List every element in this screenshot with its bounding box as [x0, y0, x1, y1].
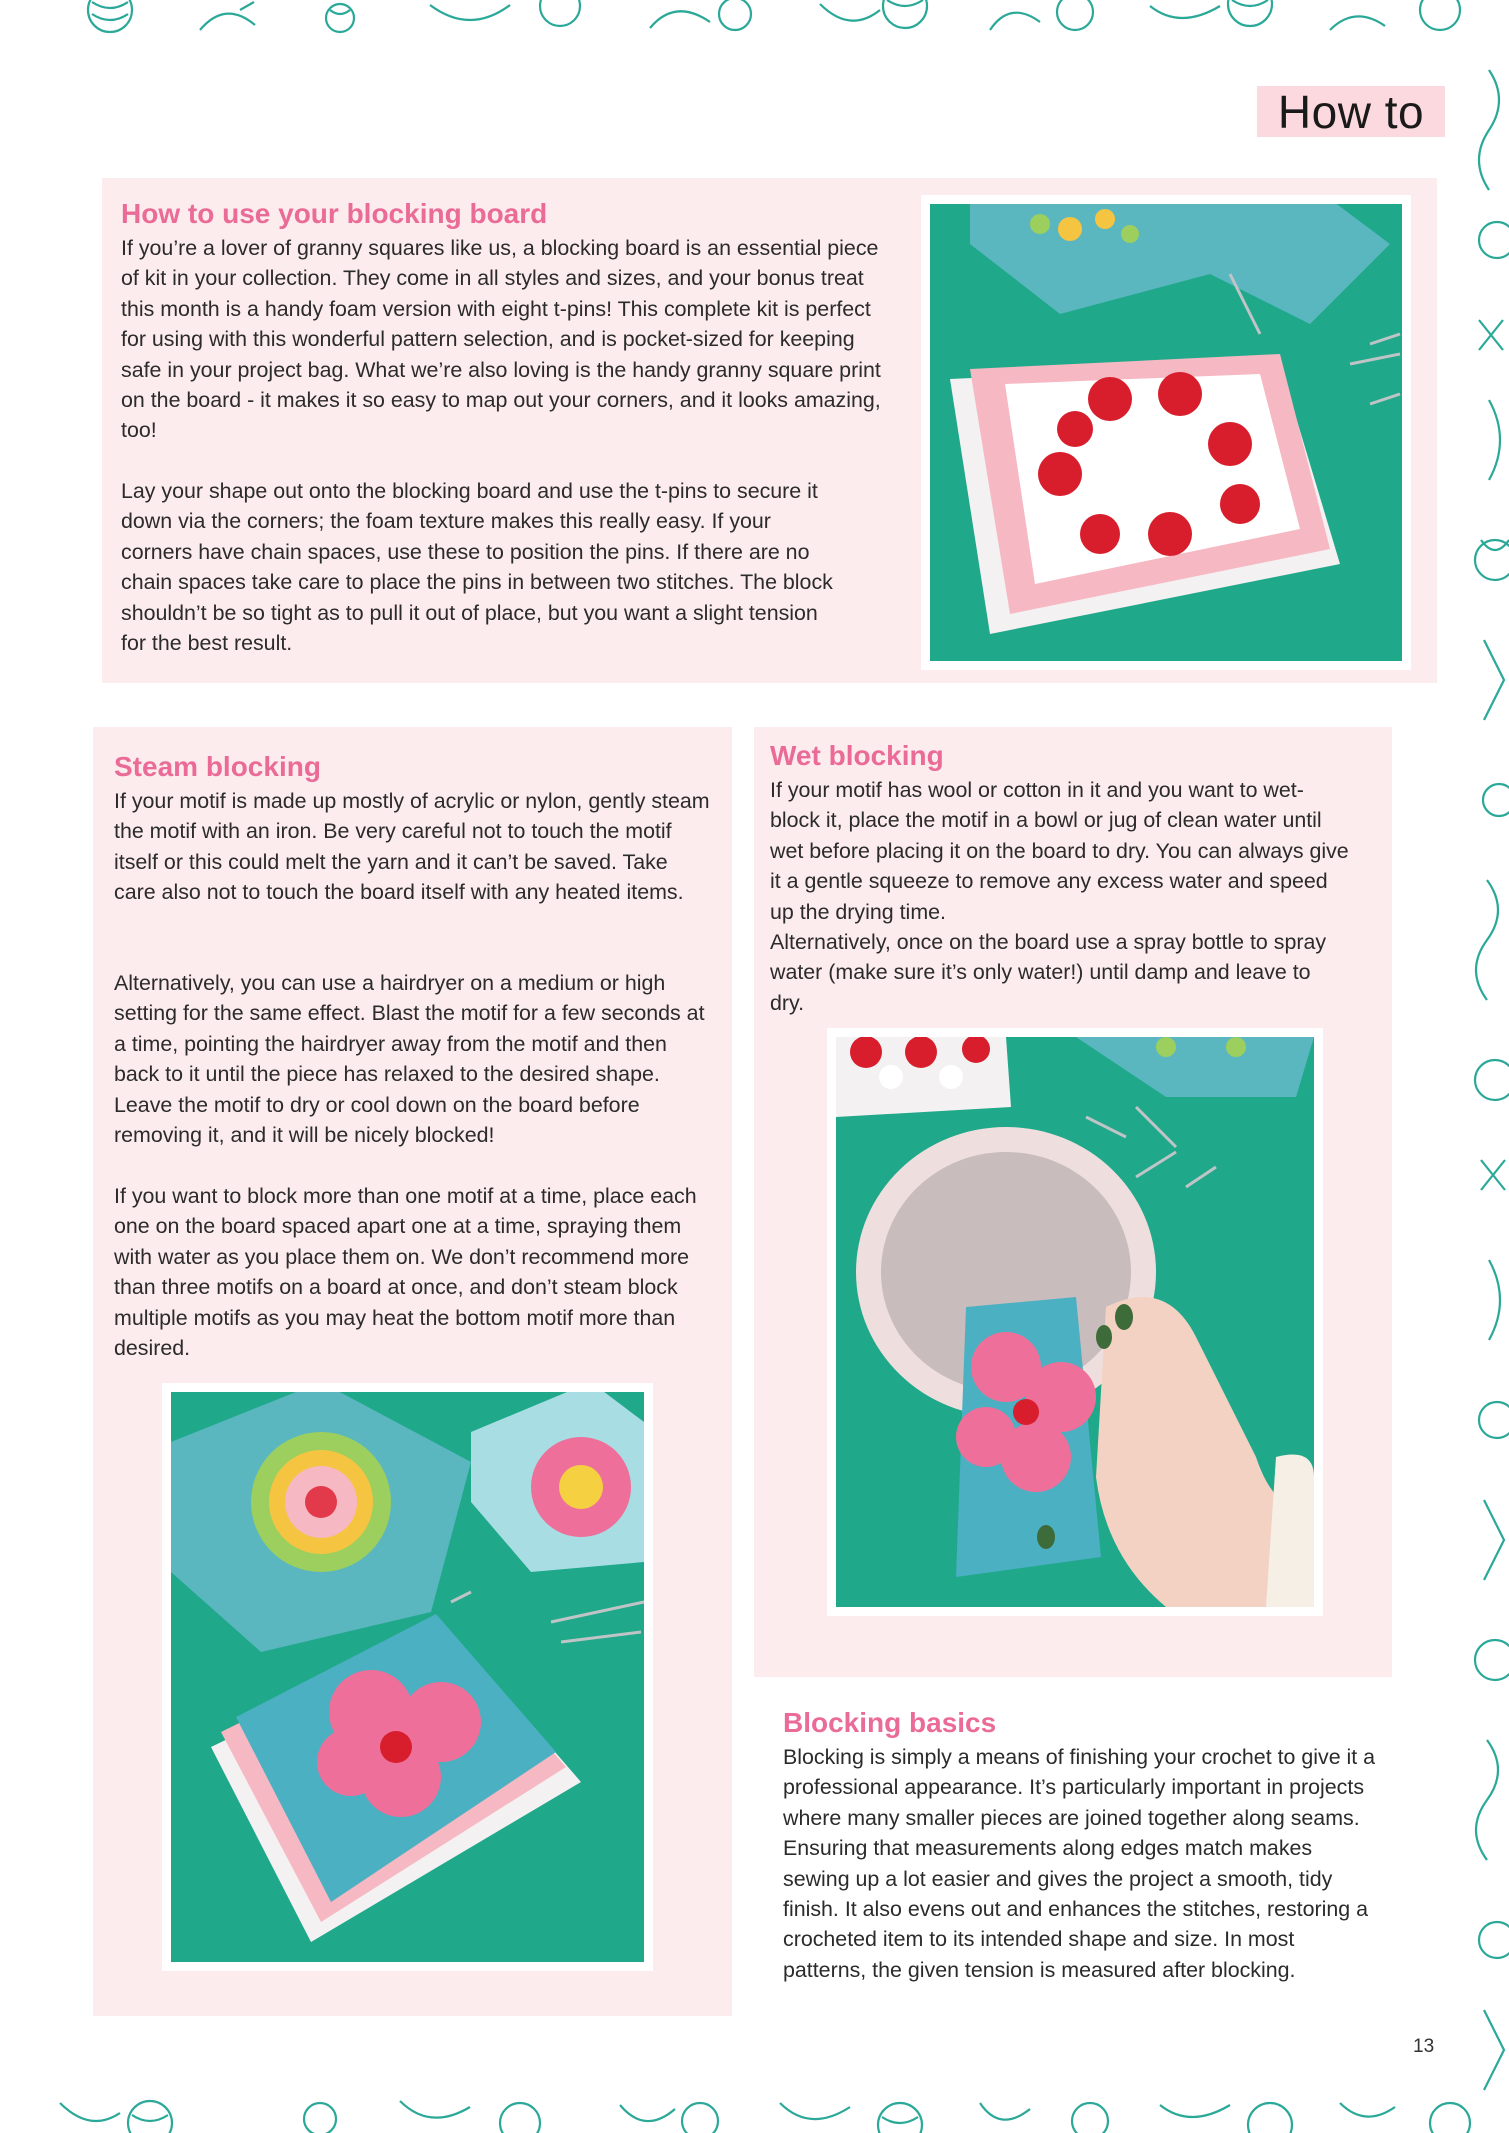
- bottom-doodle-border: [0, 2093, 1509, 2133]
- blocking-basics-paragraph-1: Blocking is simply a means of finishing your crochet to give it a professional appearance. It’s particularly important in projects where many smaller pieces are joined together along seams. Ensuring that measurements along edges match makes sewing up a lot easier and gives the project a smooth, tidy finish. It also evens out and enhances the stitches, restoring a crocheted item to its intended shape and size. In most patterns, the given tension is measured after blocking.: [783, 1745, 1376, 1982]
- steam-blocking-photo: [162, 1383, 653, 1971]
- steam-blocking-paragraph-3: If you want to block more than one motif at a time, place each one on the board spaced apart one at a time, spraying them with water as you place them on. We don’t recommend more than three motifs on a board at once, and don’t steam block multiple motifs as you may heat the bottom motif more than desired.: [114, 1184, 697, 1361]
- section-label: How to: [1257, 86, 1445, 137]
- wet-blocking-title: Wet blocking: [770, 740, 944, 771]
- blocking-board-paragraph-2: Lay your shape out onto the blocking board and use the t-pins to secure it down via the corners; the foam texture makes this really easy. If your corners have chain spaces, use these to position the pins. If there are no chain spaces take care to place the pins in between two stitches. The block shouldn’t be so tight as to pull it out of place, but you want a slight tension for the best result.: [121, 479, 833, 656]
- steam-blocking-paragraph-2: Alternatively, you can use a hairdryer on a medium or high setting for the same effect. Blast the motif for a few seconds at a time, pointing the hairdryer away from the motif and then back to it until the piece has relaxed to the desired shape. Leave the motif to dry or cool down on the board before removing it, and it will be nicely blocked!: [114, 971, 705, 1148]
- page-number: 13: [1413, 2036, 1435, 2057]
- blocking-board-paragraph-1: If you’re a lover of granny squares like us, a blocking board is an essential piece of kit in your collection. They come in all styles and sizes, and your bonus treat this month is a handy foam version with eight t-pins! This complete kit is perfect for using with this wonderful pattern selection, and is pocket-sized for keeping safe in your project bag. What we’re also loving is the handy granny square print on the board - it makes it so easy to map out your corners, and it looks amazing, too!: [121, 236, 881, 443]
- wet-blocking-paragraph-2: Alternatively, once on the board use a spray bottle to spray water (make sure it’s only water!) until damp and leave to dry.: [770, 930, 1327, 1015]
- blocking-board-title: How to use your blocking board: [121, 198, 548, 229]
- yarn-doodle-icon: [0, 0, 1509, 36]
- blocking-board-photo: [921, 195, 1411, 670]
- steam-blocking-title: Steam blocking: [114, 751, 321, 782]
- wet-blocking-photo: [827, 1028, 1323, 1616]
- blocking-basics-title: Blocking basics: [783, 1707, 997, 1738]
- steam-blocking-paragraph-1: If your motif is made up mostly of acrylic or nylon, gently steam the motif with an iron. Be very careful not to touch the motif itself or this could melt the yarn and it can’t be saved. Take care also not to touch the board itself with any heated items.: [114, 789, 710, 905]
- right-doodle-border: [1459, 0, 1509, 2133]
- needle-doodle-icon: [1459, 0, 1509, 2133]
- wet-blocking-paragraph-1: If your motif has wool or cotton in it and you want to wet-block it, place the motif in a bowl or jug of clean water until wet before placing it on the board to dry. You can always give it a gentle squeeze to remove any excess water and speed up the drying time.: [770, 778, 1349, 924]
- yarn-doodle-icon: [0, 2093, 1509, 2133]
- top-doodle-border: [0, 0, 1509, 36]
